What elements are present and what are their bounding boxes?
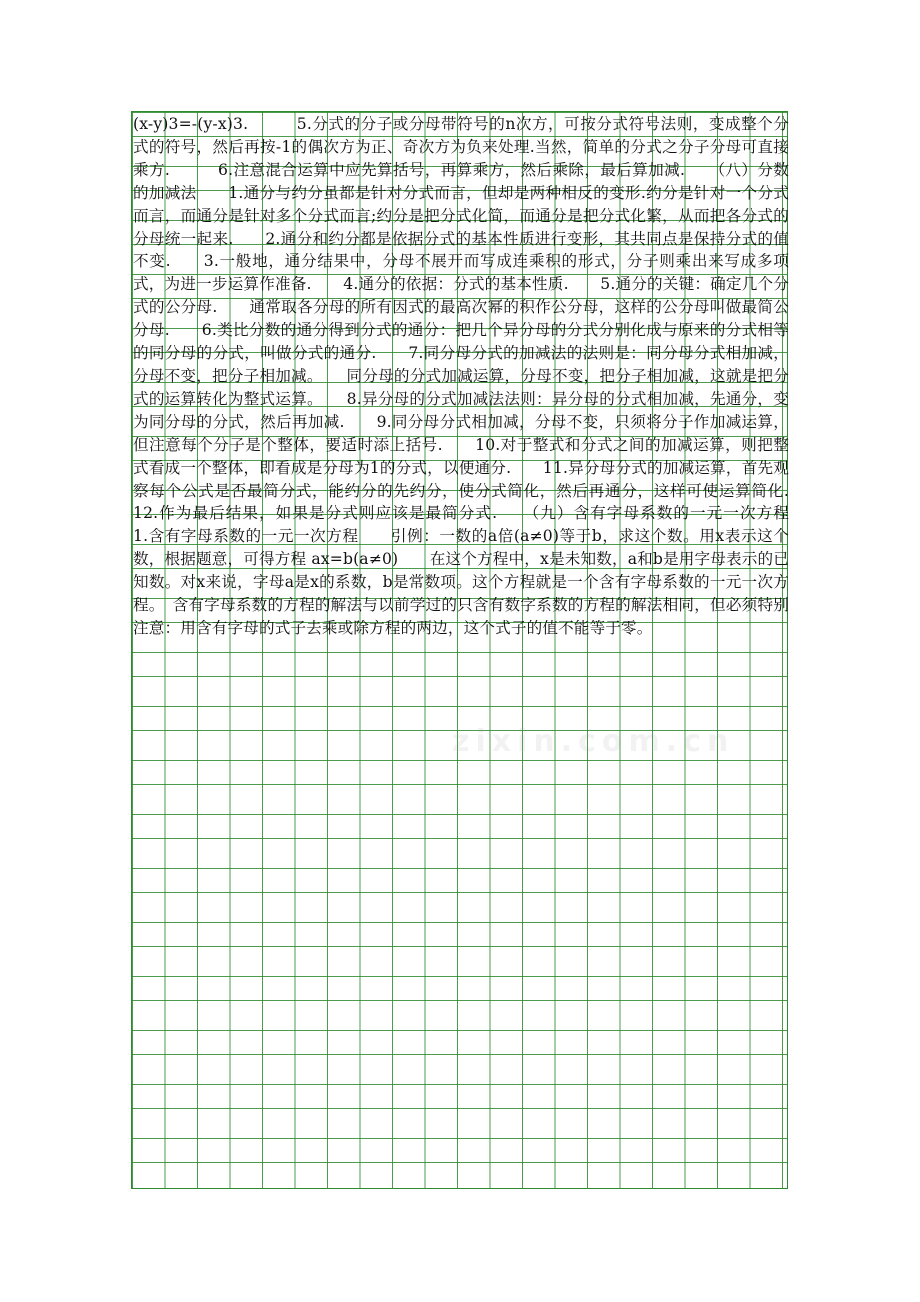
watermark-text: zixin.com.cn bbox=[452, 724, 735, 759]
document-body-text: (x-y)3=-(y-x)3. 5.分式的分子或分母带符号的n次方，可按分式符号法则，变成整个分式的符号，然后再按-1的偶次方为正、奇次方为负来处理.当然，简单的分式之分子分母可直接乘方. 6.注意混合运算中应先算括号，再算乘方，然后乘除，最后算加减. （八）分数的加减法 1.通分与约分虽都是针对分式而言，但却是两种相反的变形.约分是针对一个分式而言，而通分是针对多个分式而言;约分是把分式化简，而通分是把分式化繁，从而把各分式的分母统一起来. 2.通分和约分都是依据分式的基本性质进行变形，其共同点是保持分式的值不变. 3.一般地，通分结果中，分母不展开而写成连乘积的形式，分子则乘出来写成多项式，为进一步运算作准备. 4.通分的依据：分式的基本性质. 5.通分的关键：确定几个分式的公分母. 通常取各分母的所有因式的最高次幂的积作公分母，这样的公分母叫做最简公分母. 6.类比分数的通分得到分式的通分：把几个异分母的分式分别化成与原来的分式相等的同分母的分式，叫做分式的通分. 7.同分母分式的加减法的法则是：同分母分式相加减，分母不变，把分子相加减。 同分母的分式加减运算，分母不变，把分子相加减，这就是把分式的运算转化为整式运算。 8.异分母的分式加减法法则：异分母的分式相加减，先通分，变为同分母的分式，然后再加减. 9.同分母分式相加减，分母不变，只须将分子作加减运算，但注意每个分子是个整体，要适时添上括号. 10.对于整式和分式之间的加减运算，则把整式看成一个整体，即看成是分母为1的分式，以便通分. 11.异分母分式的加减运算，首先观察每个公式是否最简分式，能约分的先约分，使分式简化，然后再通分，这样可使运算简化. 12.作为最后结果，如果是分式则应该是最简分式. （九）含有字母系数的一元一次方程 1.含有字母系数的一元一次方程 引例：一数的a倍(a≠0)等于b，求这个数。用x表示这个数，根据题意，可得方程 ax=b(a≠0) 在这个方程中，x是未知数，a和b是用字母表示的已知数。对x来说，字母a是x的系数，b是常数项。这个方程就是一个含有字母系数的一元一次方程。 含有字母系数的方程的解法与以前学过的只含有数字系数的方程的解法相同，但必须特别注意：用含有字母的式子去乘或除方程的两边，这个式子的值不能等于零。 bbox=[133, 115, 821, 637]
grid-paper-sheet bbox=[131, 111, 821, 1189]
